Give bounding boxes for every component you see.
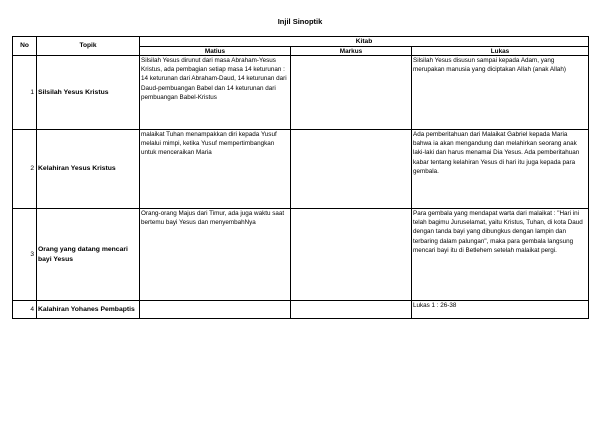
cell-lukas: Silsilah Yesus disusun sampai kepada Adam, yang merupakan manusia yang diciptakan Allah (anak Allah) [412, 56, 589, 130]
header-markus: Markus [291, 47, 412, 56]
row-topik: Kalahiran Yohanes Pembaptis [37, 301, 140, 319]
row-topik: Orang yang datang mencari bayi Yesus [37, 209, 140, 301]
header-no: No [13, 37, 37, 56]
header-matius: Matius [140, 47, 291, 56]
row-topik: Kelahiran Yesus Kristus [37, 130, 140, 209]
cell-lukas: Para gembala yang mendapat warta dari malaikat : "Hari ini telah bagimu Juruselamat, yaitu Kristus, Tuhan, di kota Daud dengan tanda bayi yang dibungkus dengan lampin dan terbaring dalam palungan", maka para gembala langsung mencari bayi itu di Betlehem setelah malaikat pergi. [412, 209, 589, 301]
row-number: 2 [13, 130, 37, 209]
cell-markus [291, 130, 412, 209]
row-number: 4 [13, 301, 37, 319]
cell-matius: Silsilah Yesus dirunut dari masa Abraham-Yesus Kristus, ada pembagian setiap masa 14 keturunan : 14 keturunan dari Abraham-Daud, 14 keturunan dari Daud-pembuangan Babel dan 14 keturunan dari pembuangan Babel-Kristus [140, 56, 291, 130]
row-topik: Silsilah Yesus Kristus [37, 56, 140, 130]
cell-markus [291, 56, 412, 130]
cell-markus [291, 301, 412, 319]
cell-markus [291, 209, 412, 301]
header-topik: Topik [37, 37, 140, 56]
synoptic-table [12, 36, 589, 319]
table-row [13, 56, 589, 130]
cell-lukas: Ada pemberitahuan dari Malaikat Gabriel kepada Maria bahwa ia akan mengandung dan melahirkan seorang anak laki-laki dan harus menamai Dia Yesus. Ada pemberitahuan kabar tentang kelahiran Yesus di hari itu juga kepada para gembala. [412, 130, 589, 209]
table-row [13, 301, 589, 319]
header-row-1 [13, 37, 589, 47]
table-row [13, 130, 589, 209]
row-number: 1 [13, 56, 37, 130]
page-title: Injil Sinoptik [277, 17, 323, 26]
cell-matius: malaikat Tuhan menampakkan diri kepada Yusuf melalui mimpi, ketika Yusuf mempertimbangkan untuk menceraikan Maria [140, 130, 291, 209]
cell-lukas: Lukas 1 : 26-38 [412, 301, 589, 319]
header-kitab: Kitab [140, 37, 589, 47]
table-row [13, 209, 589, 301]
header-lukas: Lukas [412, 47, 589, 56]
row-number: 3 [13, 209, 37, 301]
cell-matius: Orang-orang Majus dari Timur, ada juga waktu saat bertemu bayi Yesus dan menyembahNya [140, 209, 291, 301]
cell-matius [140, 301, 291, 319]
